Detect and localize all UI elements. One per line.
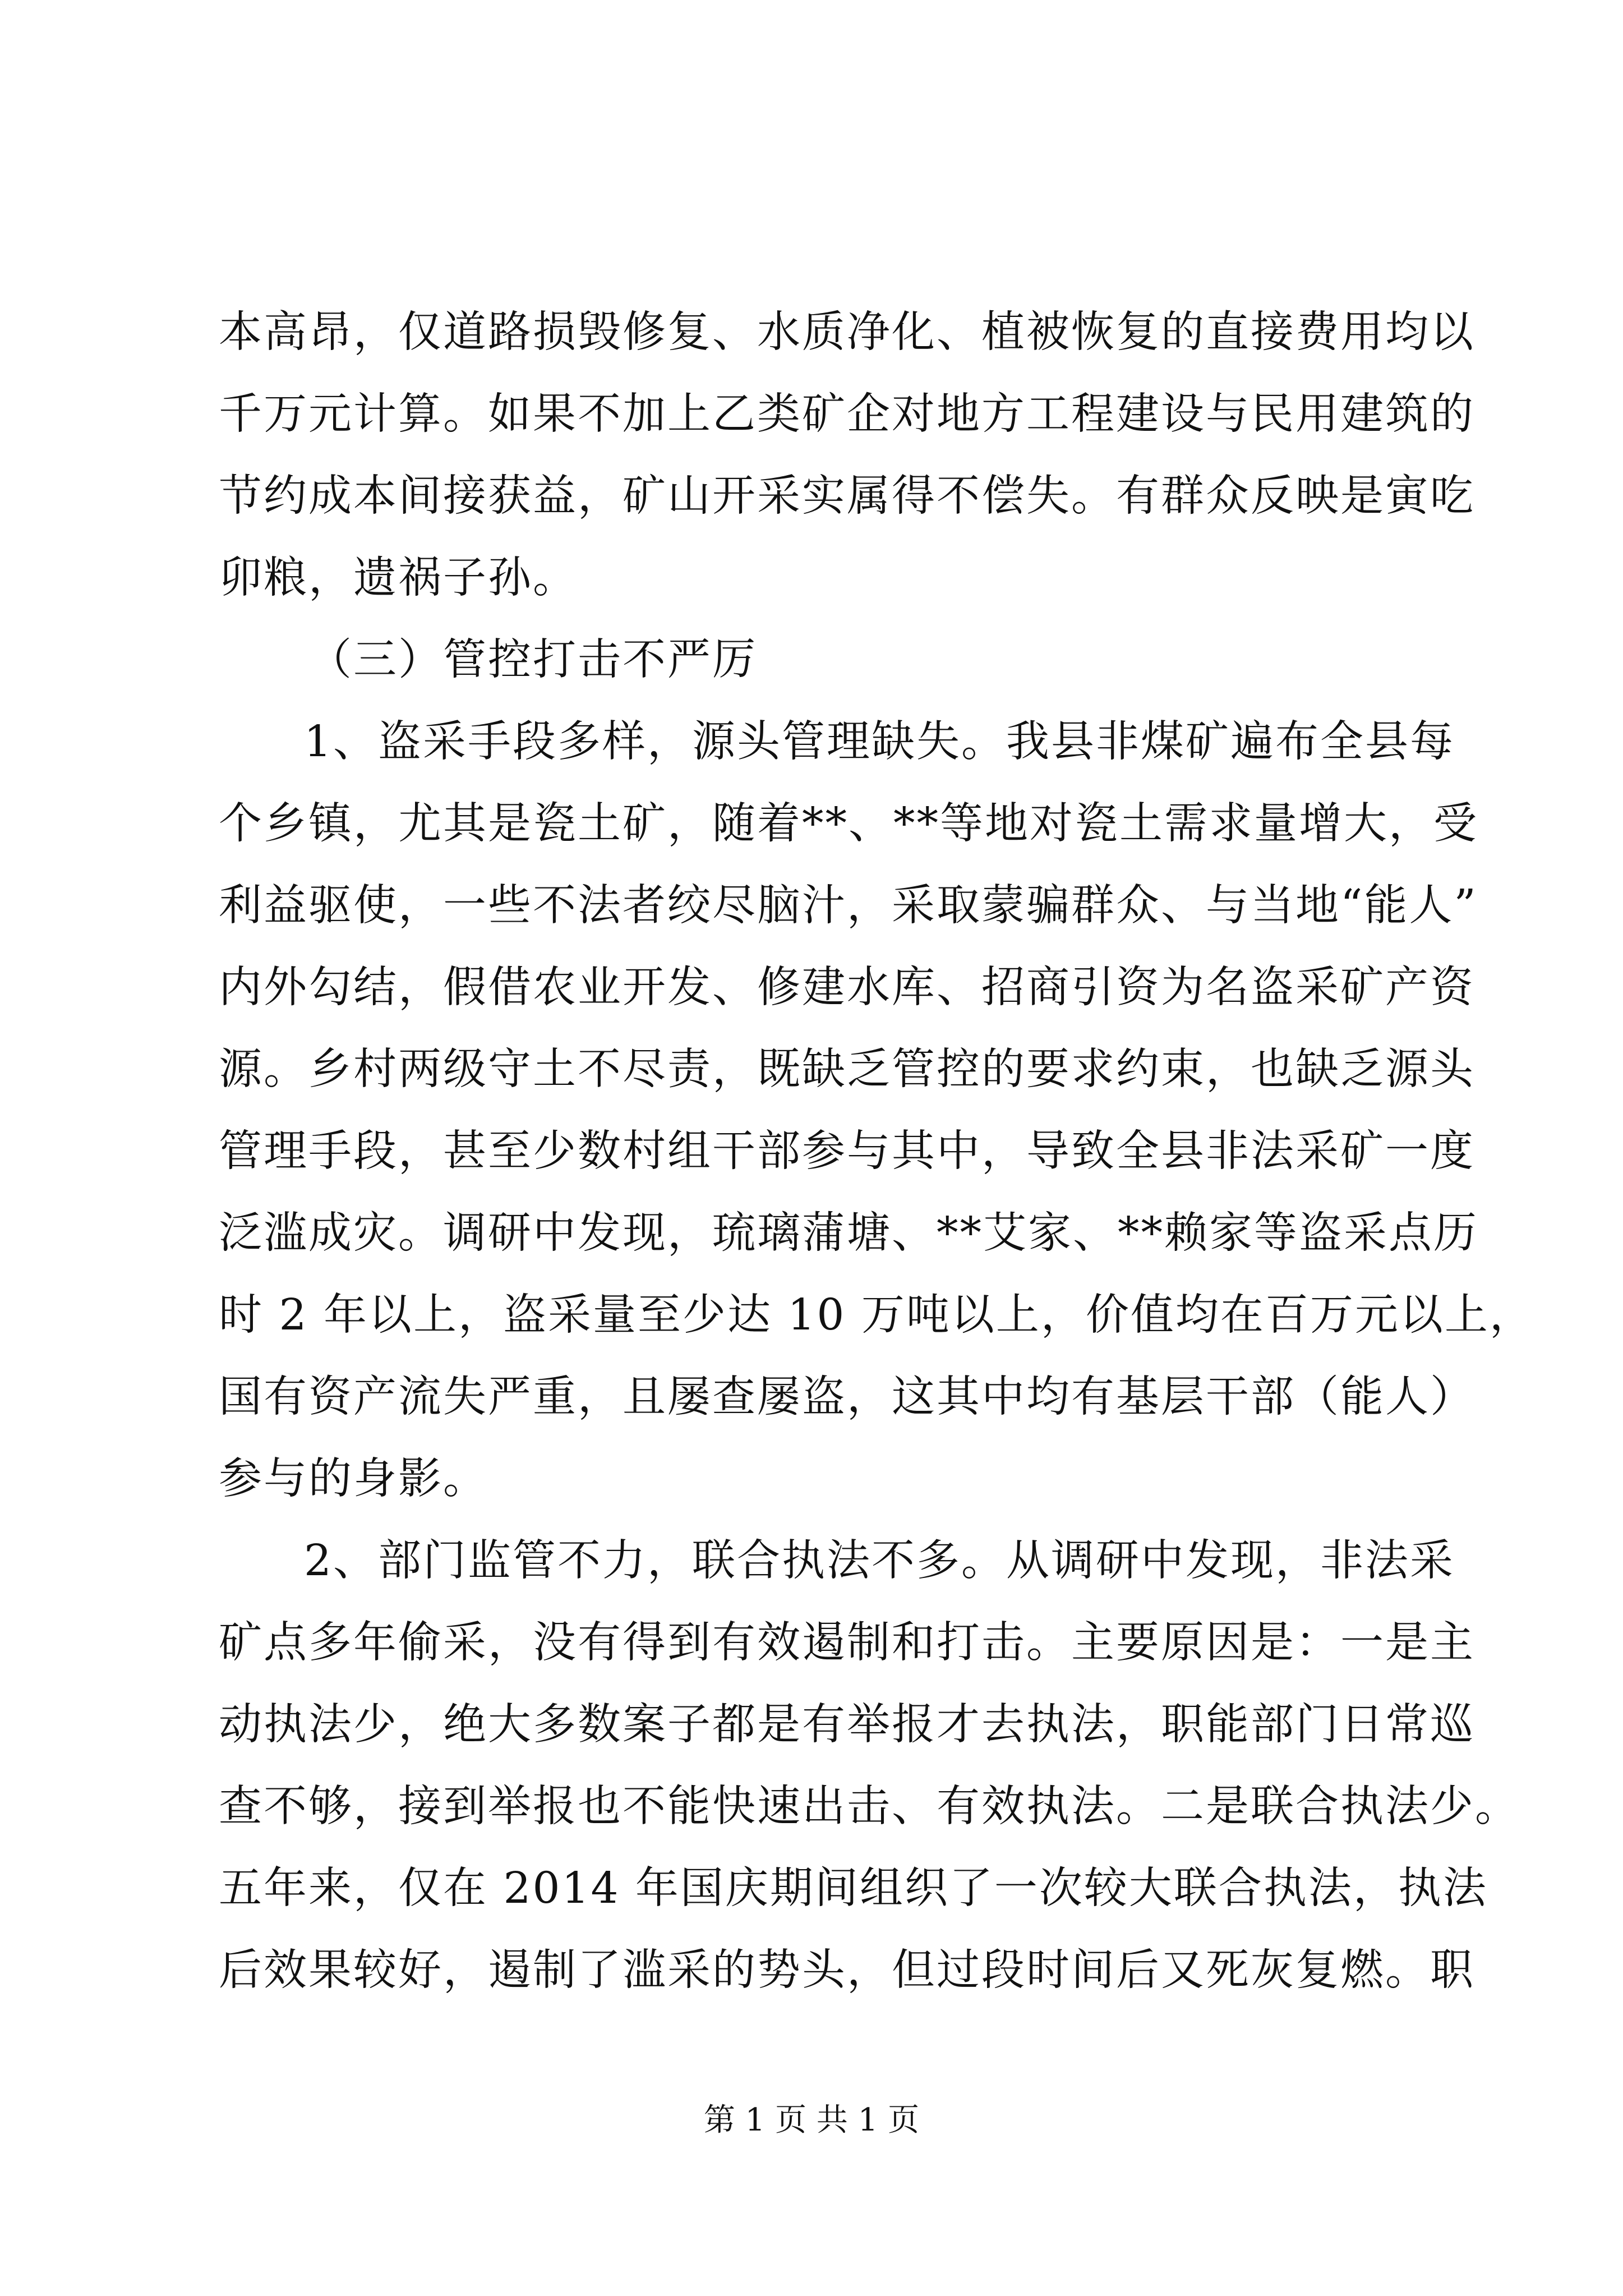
text-line: 内外勾结，假借农业开发、修建水库、招商引资为名盗采矿产资 xyxy=(219,963,1475,1013)
text-line: 卯粮，遗祸子孙。 xyxy=(219,553,578,603)
paragraph-first-line: 2、部门监管不力，联合执法不多。从调研中发现，非法采 xyxy=(304,1536,1455,1586)
text-line: 国有资产流失严重，且屡查屡盗，这其中均有基层干部（能人） xyxy=(219,1372,1475,1422)
text-line: 时 2 年以上，盗采量至少达 10 万吨以上，价值均在百万元以上， xyxy=(219,1290,1534,1340)
text-line: 本高昂，仅道路损毁修复、水质净化、植被恢复的直接费用均以 xyxy=(219,307,1475,357)
paragraph-first-line: 1、盗采手段多样，源头管理缺失。我县非煤矿遍布全县每 xyxy=(304,717,1455,767)
text-line: 节约成本间接获益，矿山开采实属得不偿失。有群众反映是寅吃 xyxy=(219,471,1475,521)
text-line: 泛滥成灾。调研中发现，琉璃蒲塘、**艾家、**赖家等盗采点历 xyxy=(219,1208,1478,1258)
document-body xyxy=(219,292,1534,2012)
text-line: 源。乡村两级守土不尽责，既缺乏管控的要求约束，也缺乏源头 xyxy=(219,1045,1475,1094)
text-line: 管理手段，甚至少数村组干部参与其中，导致全县非法采矿一度 xyxy=(219,1126,1475,1176)
text-line: 利益驱使，一些不法者绞尽脑汁，采取蒙骗群众、与当地“能人” xyxy=(219,881,1478,931)
text-line: 个乡镇，尤其是瓷土矿，随着**、**等地对瓷土需求量增大，受 xyxy=(219,799,1478,849)
section-heading: （三）管控打击不严厉 xyxy=(308,635,757,685)
text-line: 查不够，接到举报也不能快速出击、有效执法。二是联合执法少。 xyxy=(219,1782,1520,1832)
text-line: 矿点多年偷采，没有得到有效遏制和打击。主要原因是：一是主 xyxy=(219,1618,1475,1668)
text-line: 参与的身影。 xyxy=(219,1454,488,1504)
page-footer: 第 1 页 共 1 页 xyxy=(703,2102,920,2138)
text-line: 后效果较好，遏制了滥采的势头，但过段时间后又死灰复燃。职 xyxy=(219,1945,1475,1995)
text-line: 动执法少，绝大多数案子都是有举报才去执法，职能部门日常巡 xyxy=(219,1700,1475,1750)
text-line: 五年来，仅在 2014 年国庆期间组织了一次较大联合执法，执法 xyxy=(219,1864,1488,1913)
text-line: 千万元计算。如果不加上乙类矿企对地方工程建设与民用建筑的 xyxy=(219,389,1475,439)
